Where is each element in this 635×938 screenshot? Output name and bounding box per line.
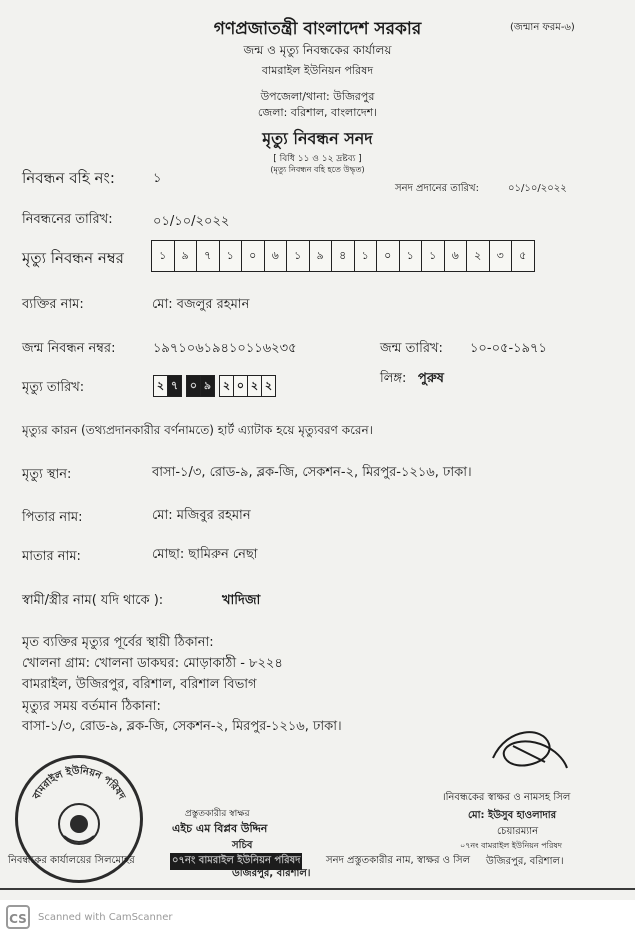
preparer-name: এইচ এম বিপ্লব উদ্দিন [172, 822, 268, 835]
issue-date-label: সনদ প্রদানের তারিখ: [395, 183, 479, 194]
death-place-label: মৃত্যু স্থান: [22, 467, 72, 482]
reg-date-label: নিবন্ধনের তারিখ: [22, 212, 113, 227]
registrar-place: উজিরপুর, বরিশাল। [486, 856, 564, 867]
present-address-label: মৃত্যুর সময় বর্তমান ঠিকানা: [22, 699, 161, 714]
death-reg-no-boxes [151, 240, 534, 270]
permanent-address-label: মৃত ব্যক্তির মৃত্যুর পূর্বের স্থায়ী ঠিকানা: [22, 635, 214, 650]
death-place-value: বাসা-১/৩, রোড-৯, ব্লক-জি, সেকশন-২, মিরপুর-১২১৬, ঢাকা। [152, 465, 472, 480]
preparer-caption: প্রস্তুতকারীর স্বাক্ষর [185, 809, 250, 819]
date-digit-box: ৯ [200, 375, 215, 397]
date-digit-box: ২ [153, 375, 168, 397]
camscanner-text: Scanned with CamScanner [38, 911, 173, 923]
registrar-signature [485, 722, 570, 777]
issue-date-value: ০১/১০/২০২২ [508, 183, 567, 194]
spouse-value: খাদিজা [222, 593, 261, 608]
date-digit-box: ০ [186, 375, 201, 397]
preparer-office: ০৭নং বামরাইল ইউনিয়ন পরিষদ [170, 853, 302, 870]
preparer-designation: সচিব [232, 840, 253, 851]
reg-digit-box: ১ [399, 240, 423, 272]
certificate-title: মৃত্যু নিবন্ধন সনদ [262, 129, 373, 148]
reg-digit-box: ১ [421, 240, 445, 272]
date-digit-box: ০ [233, 375, 248, 397]
reg-digit-box: ১ [151, 240, 175, 272]
reg-digit-box: ০ [241, 240, 265, 272]
registrar-name: মো: ইউসুব হাওলাদার [468, 810, 557, 821]
preparer-footer-caption: সনদ প্রস্তুতকারীর নাম, স্বাক্ষর ও সিল [326, 855, 471, 866]
reg-digit-box: ৯ [309, 240, 333, 272]
reg-digit-box: ৭ [196, 240, 220, 272]
birth-date-value: ১০-০৫-১৯৭১ [470, 341, 547, 356]
form-number: (জন্মান ফরম-৬) [510, 22, 575, 33]
camscanner-watermark [6, 905, 173, 929]
registrar-office: ০৭নং বামরাইল ইউনিয়ন পরিষদ [460, 841, 562, 850]
permanent-address-line1: খোলনা গ্রাম: খোলনা ডাকঘর: মোড়াকাঠী - ৮২২৪ [22, 656, 283, 671]
union-name: বামরাইল ইউনিয়ন পরিষদ [261, 64, 374, 77]
cause-of-death: মৃত্যুর কারন (তথ্যপ্রদানকারীর বর্ণনামতে) হার্ট এ্যাটাক হয়ে মৃত্যুবরণ করেন। [22, 423, 373, 437]
date-digit-box: ৭ [167, 375, 182, 397]
rule-reference: [ বিধি ১১ ও ১২ দ্রষ্টব্য ] [273, 154, 362, 164]
father-value: মো: মজিবুর রহমান [152, 508, 251, 523]
reg-digit-box: ৬ [264, 240, 288, 272]
gender-value: পুরুষ [418, 371, 444, 386]
reg-digit-box: ৫ [511, 240, 535, 272]
reg-digit-box: ৯ [174, 240, 198, 272]
svg-text:বামরাইল ইউনিয়ন পরিষদ [31, 763, 128, 802]
preparer-place: উজিরপুর, বরিশাল। [232, 868, 311, 879]
birth-date-label: জন্ম তারিখ: [380, 341, 443, 356]
reg-digit-box: ১ [286, 240, 310, 272]
present-address-value: বাসা-১/৩, রোড-৯, ব্লক-জি, সেকশন-২, মিরপুর-১২১৬, ঢাকা। [22, 719, 342, 734]
reg-digit-box: ১ [354, 240, 378, 272]
source-note: (মৃত্যু নিবন্ধন বহি হতে উদ্ধৃত) [270, 165, 365, 174]
reg-digit-box: ৬ [444, 240, 468, 272]
reg-digit-box: ০ [376, 240, 400, 272]
permanent-address-line2: বামরাইল, উজিরপুর, বরিশাল, বরিশাল বিভাগ [22, 677, 257, 692]
death-date-boxes [153, 375, 275, 395]
book-no-label: নিবন্ধন বহি নং: [22, 169, 115, 187]
reg-digit-box: ৪ [331, 240, 355, 272]
date-digit-box: ২ [261, 375, 276, 397]
reg-digit-box: ২ [466, 240, 490, 272]
district-line: জেলা: বরিশাল, বাংলাদেশ। [257, 106, 378, 119]
spouse-label: স্বামী/স্ত্রীর নাম( যদি থাকে ): [22, 593, 164, 608]
registrar-designation: চেয়ারম্যান [497, 826, 539, 837]
camscanner-logo-icon: CS [6, 905, 30, 929]
father-label: পিতার নাম: [22, 510, 83, 525]
upazila-line: উপজেলা/থানা: উজিরপুর [260, 90, 375, 103]
reg-date-value: ০১/১০/২০২২ [153, 214, 230, 229]
birth-reg-value: ১৯৭১০৬১৯৪১০১১৬২৩৫ [153, 341, 297, 356]
birth-reg-label: জন্ম নিবন্ধন নম্বর: [22, 341, 116, 356]
death-date-label: মৃত্যু তারিখ: [22, 380, 85, 395]
paper-bottom-edge [0, 888, 635, 890]
date-digit-box: ২ [219, 375, 234, 397]
reg-digit-box: ১ [219, 240, 243, 272]
gender-label: লিঙ্গ: [380, 371, 407, 386]
registrar-caption: ।নিবন্ধকের স্বাক্ষর ও নামসহ সিল [442, 792, 571, 803]
govt-title: গণপ্রজাতন্ত্রী বাংলাদেশ সরকার [213, 19, 422, 39]
book-no-value: ১ [153, 171, 162, 186]
death-reg-no-label: মৃত্যু নিবন্ধন নম্বর [22, 249, 124, 267]
seal-text: বামরাইল ইউনিয়ন পরিষদ [31, 765, 127, 802]
name-label: ব্যক্তির নাম: [22, 297, 84, 312]
date-digit-box: ২ [247, 375, 262, 397]
name-value: মো: বজলুর রহমান [152, 297, 250, 312]
office-seal-caption: নিবন্ধকের কার্যালয়ের সিলমোহর [8, 855, 135, 866]
reg-digit-box: ৩ [489, 240, 513, 272]
mother-label: মাতার নাম: [22, 549, 81, 564]
office-name: জন্ম ও মৃত্যু নিবন্ধকের কার্যালয় [243, 43, 392, 57]
mother-value: মোছা: ছামিরুন নেছা [152, 547, 258, 562]
